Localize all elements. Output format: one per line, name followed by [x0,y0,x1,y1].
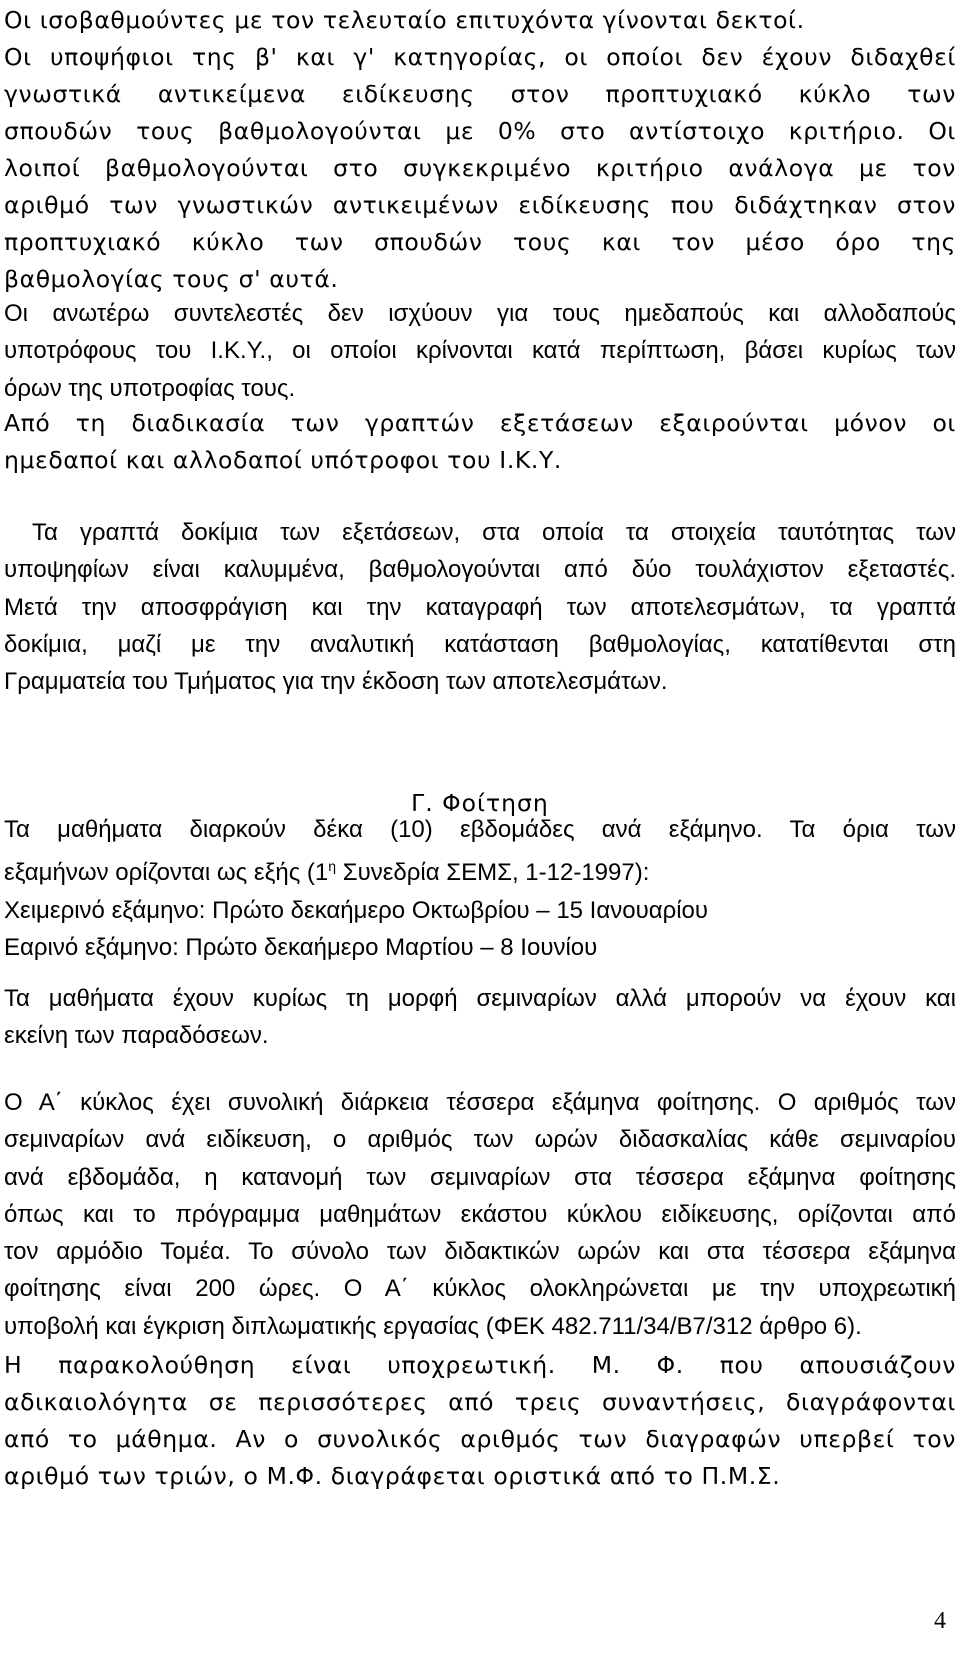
paragraph-course-format [4,980,956,1055]
superscript: η [328,858,337,875]
text-line: Οι ανωτέρω συντελεστές δεν ισχύουν για τους ημεδαπούς και αλλοδαπούς [4,300,956,327]
text-line: αδικαιολόγητα σε περισσότερες από τρεις συναντήσεις, διαγράφονται [4,1388,956,1416]
text-line: προπτυχιακό κύκλο των σπουδών τους και τον μέσο όρο της [4,228,956,256]
paragraph-iky-scholars [4,295,956,407]
text-line: υποβολή και έγκριση διπλωματικής εργασίας (ΦΕΚ 482.711/34/Β7/312 άρθρο 6). [4,1312,862,1340]
text-line: Από τη διαδικασία των γραπτών εξετάσεων εξαιρούνται μόνον οι [4,409,956,437]
paragraph-candidates-scoring [4,2,956,298]
text-line: Η παρακολούθηση είναι υποχρεωτική. Μ. Φ. που απουσιάζουν [4,1351,956,1379]
text-line: ημεδαποί και αλλοδαποί υπότροφοι του Ι.Κ.Υ. [4,446,562,474]
text-segment: εξαμήνων ορίζονται ως εξής (1 [4,859,329,887]
paragraph-exam-exemption [4,405,956,479]
text-line: Μετά την αποσφράγιση και την καταγραφή των αποτελεσμάτων, τα γραπτά [4,593,956,621]
section-heading: Γ. Φοίτηση [411,789,549,817]
text-line: ανά εβδομάδα, η κατανομή των σεμιναρίων στα τέσσερα εξάμηνα φοίτησης [4,1163,956,1191]
paragraph-attendance [4,1347,956,1495]
page-number: 4 [934,1608,946,1634]
text-line: Οι υποψήφιοι της β' και γ' κατηγορίας, οι οποίοι δεν έχουν διδαχθεί [4,43,956,71]
text-line: εκείνη των παραδόσεων. [4,1022,269,1050]
text-line: βαθμολογίας τους σ' αυτά. [4,265,339,293]
text-line: υποτρόφους του Ι.Κ.Υ., οι οποίοι κρίνονται κατά περίπτωση, βάσει κυρίως των [4,337,956,365]
text-line: σπουδών τους βαθμολογούνται με 0% στο αντίστοιχο κριτήριο. Οι [4,117,956,145]
text-line: Ο Α΄ κύκλος έχει συνολική διάρκεια τέσσερα εξάμηνα φοίτησης. Ο αριθμός των [4,1089,956,1116]
text-line: τον αρμόδιο Τομέα. Το σύνολο των διδακτικών ωρών και στα τέσσερα εξάμηνα [4,1238,956,1266]
text-line: Χειμερινό εξάμηνο: Πρώτο δεκαήμερο Οκτωβρίου – 15 Ιανουαρίου [4,896,709,924]
text-line: αριθμό των τριών, ο Μ.Φ. διαγράφεται οριστικά από το Π.Μ.Σ. [4,1462,781,1490]
text-line: Τα γραπτά δοκίμια των εξετάσεων, στα οποία τα στοιχεία ταυτότητας των [32,519,956,546]
text-line: Τα μαθήματα διαρκούν δέκα (10) εβδομάδες ανά εξάμηνο. Τα όρια των [4,816,956,843]
text-segment: Συνεδρία ΣΕΜΣ, 1-12-1997): [336,859,650,887]
text-line [4,848,956,891]
text-line: γνωστικά αντικείμενα ειδίκευσης στον προπτυχιακό κύκλο των [4,80,956,108]
paragraph-first-cycle [4,1084,956,1345]
text-line: όπως και το πρόγραμμα μαθημάτων εκάστου κύκλου ειδίκευσης, ορίζονται από [4,1200,956,1228]
text-line: Γραμματεία του Τμήματος για την έκδοση των αποτελεσμάτων. [4,668,668,696]
paragraph-exam-grading [4,514,956,700]
text-line: σεμιναρίων ανά ειδίκευση, ο αριθμός των ωρών διδασκαλίας κάθε σεμιναρίου [4,1126,956,1154]
text-line: αριθμό των γνωστικών αντικειμένων ειδίκευσης που διδάχτηκαν στον [4,191,956,219]
paragraph-semesters [4,811,956,966]
text-line: δοκίμια, μαζί με την αναλυτική κατάσταση βαθμολογίας, κατατίθενται στη [4,630,956,658]
text-line: λοιποί βαθμολογούνται στο συγκεκριμένο κριτήριο ανάλογα με τον [4,154,956,182]
text-line: όρων της υποτροφίας τους. [4,374,296,402]
text-line: Εαρινό εξάμηνο: Πρώτο δεκαήμερο Μαρτίου – 8 Ιουνίου [4,933,598,961]
text-line: Οι ισοβαθμούντες με τον τελευταίο επιτυχόντα γίνονται δεκτοί. [4,6,805,34]
text-line: Τα μαθήματα έχουν κυρίως τη μορφή σεμιναρίων αλλά μπορούν να έχουν και [4,985,956,1012]
text-line: από το μάθημα. Αν ο συνολικός αριθμός των διαγραφών υπερβεί τον [4,1425,956,1453]
text-line: φοίτησης είναι 200 ώρες. Ο Α΄ κύκλος ολοκληρώνεται με την υποχρεωτική [4,1275,956,1303]
text-line: υποψηφίων είναι καλυμμένα, βαθμολογούνται από δύο τουλάχιστον εξεταστές. [4,556,956,584]
